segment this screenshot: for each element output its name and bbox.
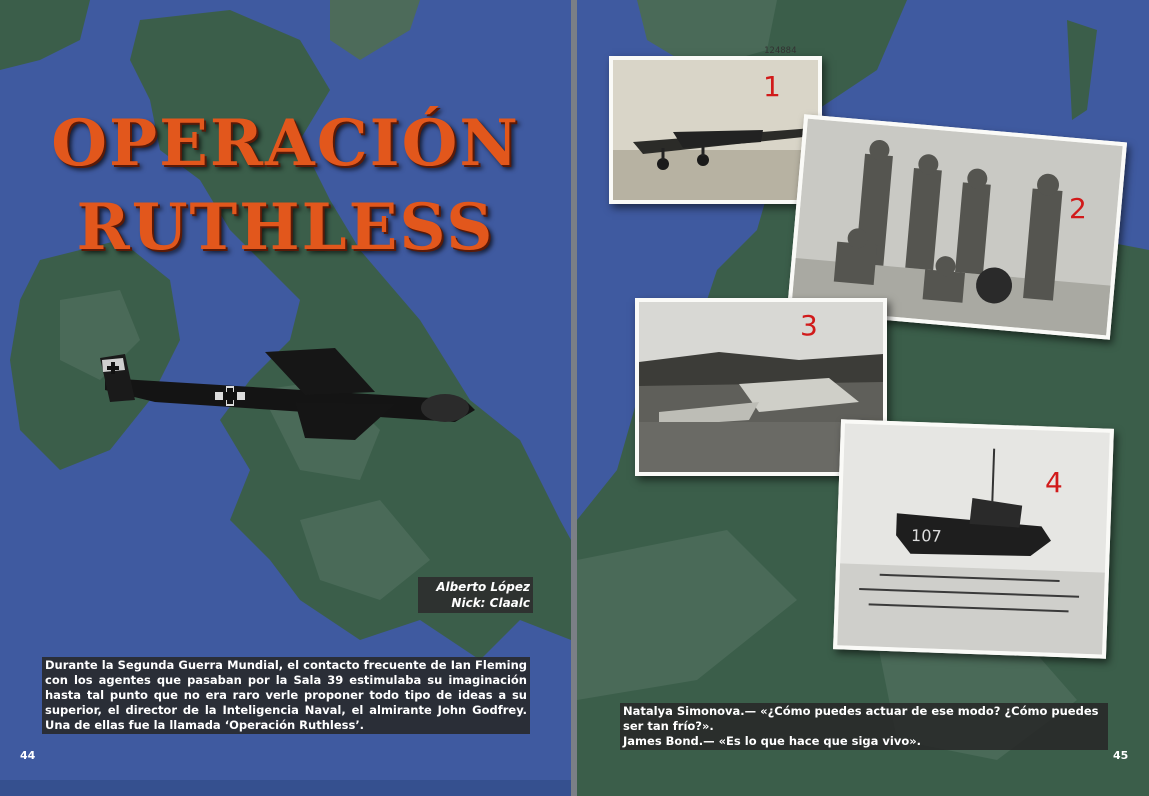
article-title-line2: RUTHLESS [76,190,495,265]
photo-4-label: 4 [1045,466,1063,499]
photo-2-label: 2 [1069,192,1087,225]
aircraft-illustration [95,340,480,450]
page-number-right: 45 [1113,749,1129,762]
page-number-left: 44 [20,749,36,762]
quote-box [620,703,1108,750]
intro-paragraph: Durante la Segunda Guerra Mundial, el contacto frecuente de Ian Fleming con los agentes que pasaban por la Sala 39 estimulaba su imaginación hasta tal punto que no era raro verle proponer todo tipo de ideas a su superior, el director de la Inteligencia Naval, el almirante John Godfrey. Una de ellas fue la llamada ‘Operación Ruthless’. [42,657,530,734]
quote-line-2: James Bond.— «Es lo que hace que siga vivo». [623,734,922,748]
hull-number: 107 [910,525,942,546]
photo-4 [833,419,1114,658]
quote-line-1: Natalya Simonova.— «¿Cómo puedes actuar de ese modo? ¿Cómo puedes ser tan frío?». [623,704,1099,733]
left-page [0,0,571,796]
right-page [577,0,1149,796]
photo-1-stamp: 124884 [764,46,797,56]
photo-1 [609,56,822,204]
article-title-line1: OPERACIÓN [51,106,520,181]
author-nick: Nick: Claalc [451,596,530,610]
byline [418,577,533,613]
author-name: Alberto López [436,580,530,594]
photo-3-label: 3 [800,309,818,342]
photo-1-label: 1 [763,70,781,103]
